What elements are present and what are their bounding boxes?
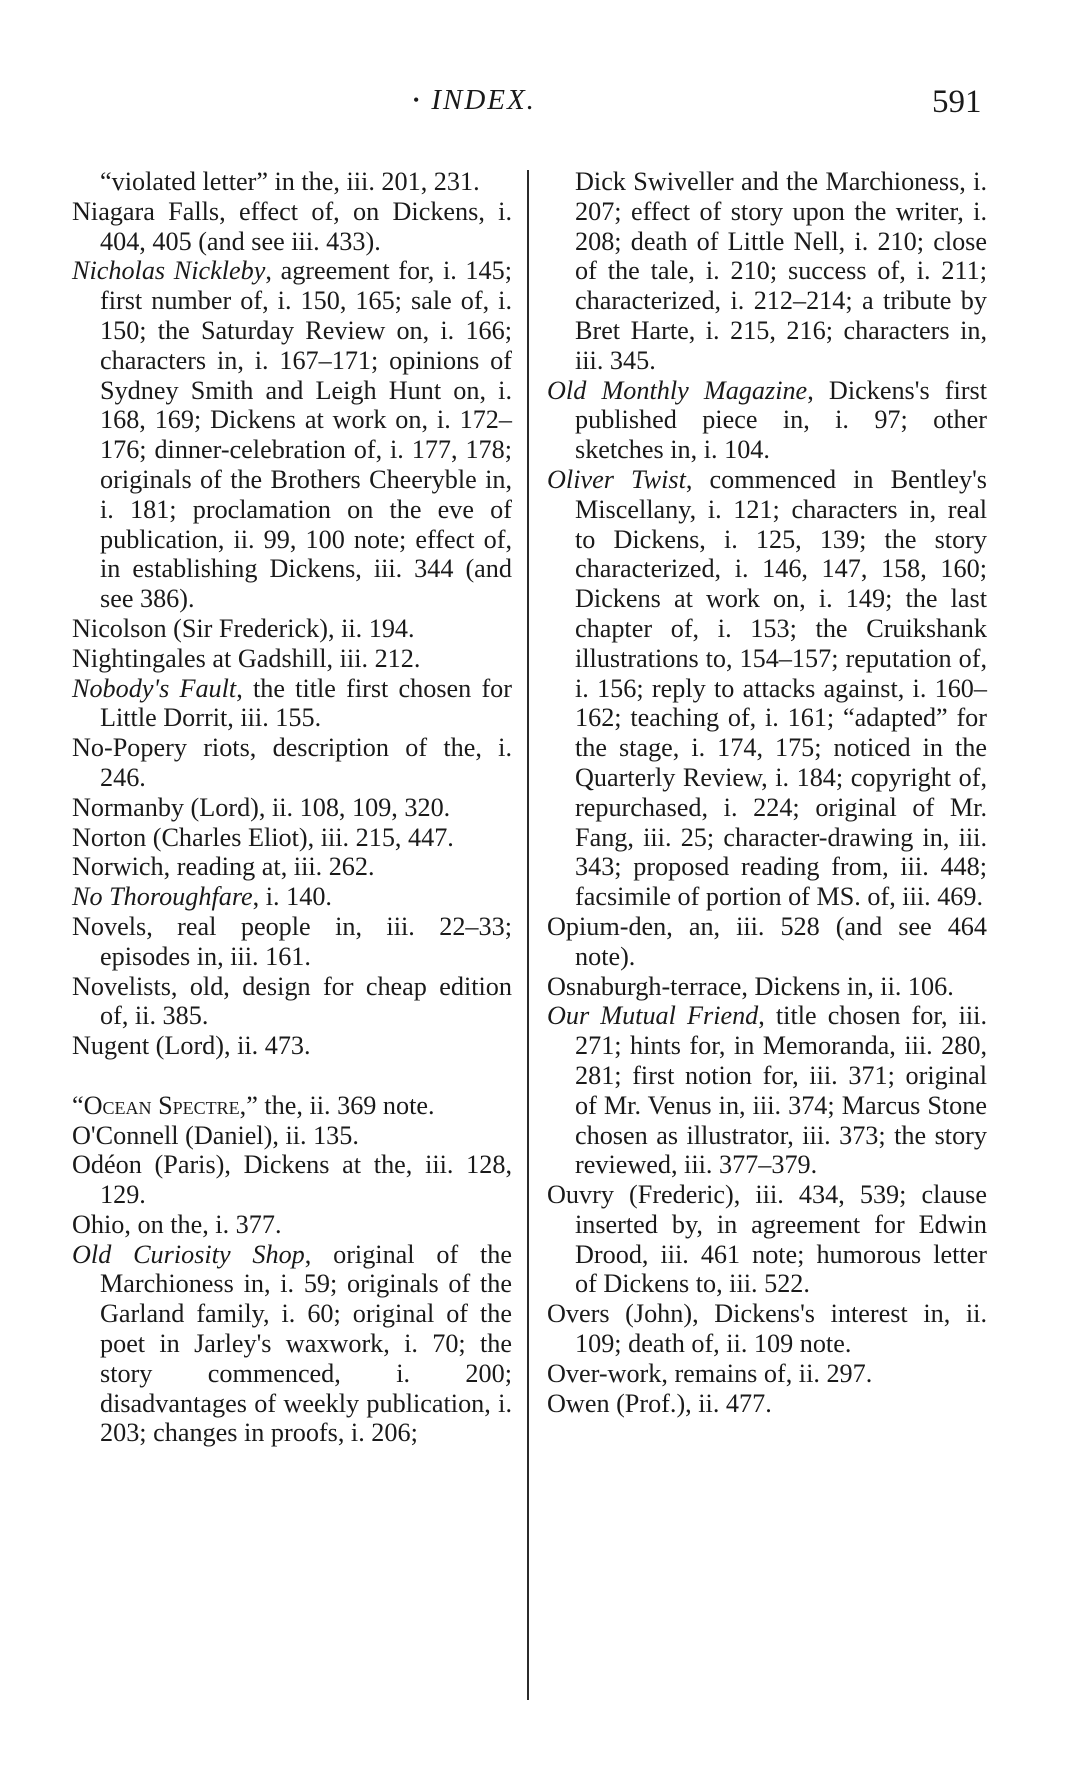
- index-entry: [72, 882, 512, 912]
- page-number: 591: [932, 84, 982, 120]
- entry-heading: Our Mutual Friend: [547, 1001, 759, 1031]
- entry-heading: Old Curiosity Shop: [72, 1239, 305, 1269]
- entry-text: , title chosen for, iii. 271; hints for, in Memoranda, iii. 280, 281; first notion for, iii. 371; original of Mr. Venus in, iii. 374; Marcus Stone chosen as illustrator, iii. 373; the story reviewed, iii. 377–379.: [575, 1001, 987, 1180]
- entry-text: Osnaburgh-terrace, Dickens in, ii. 106.: [547, 971, 954, 1001]
- index-entry: [72, 256, 512, 614]
- index-entry: [72, 197, 512, 257]
- entry-text: Odéon (Paris), Dickens at the, iii. 128, 129.: [72, 1150, 512, 1210]
- entry-text: , commenced in Bentley's Miscellany, i. 121; characters in, real to Dickens, i. 125, 139; the story characterized, i. 146, 147, 158, 160; Dickens at work on, i. 149; the last chapter of, i. 153; the Cruikshank illustrations to, 154–157; reputation of, i. 156; reply to attacks against, i. 160–162; teaching of, i. 161; “adapted” for the stage, i. 174, 175; noticed in the Quarterly Review, i. 184; copyright of, repurchased, i. 224; original of Mr. Fang, iii. 25; character-drawing in, iii. 343; proposed reading from, iii. 448; facsimile of portion of MS. of, iii. 469.: [575, 464, 988, 912]
- entry-text: Novelists, old, design for cheap edition of, ii. 385.: [72, 971, 512, 1031]
- entry-heading: Old Monthly Magazine: [547, 375, 808, 405]
- page-header: [0, 78, 1090, 128]
- index-entry: [72, 644, 512, 674]
- index-entry: [72, 823, 512, 853]
- index-entry: [547, 912, 987, 972]
- index-entry: [547, 1389, 987, 1419]
- entry-text: Nightingales at Gadshill, iii. 212.: [72, 643, 421, 673]
- index-entry: [72, 1210, 512, 1240]
- entry-text: Over-work, remains of, ii. 297.: [547, 1358, 873, 1388]
- index-entry: [547, 1299, 987, 1359]
- index-entry: [72, 674, 512, 734]
- page-title: • INDEX.: [413, 84, 536, 117]
- entry-text: , Dickens's first published piece in, i. 97; other sketches in, i. 104.: [575, 375, 987, 465]
- index-entry: [547, 972, 987, 1002]
- index-entry: [547, 1180, 987, 1299]
- index-entry: [72, 852, 512, 882]
- index-entry: [72, 972, 512, 1032]
- entry-text: Novels, real people in, iii. 22–33; episodes in, iii. 161.: [72, 911, 512, 971]
- entry-text: , original of the Marchioness in, i. 59; originals of the Garland family, i. 60; original of the poet in Jarley's waxwork, i. 70; the story commenced, i. 200; disadvantages of weekly publication, i. 203; changes in proofs, i. 206;: [100, 1239, 512, 1448]
- entry-text: Nugent (Lord), ii. 473.: [72, 1031, 311, 1061]
- entry-heading: Oliver Twist: [547, 464, 686, 494]
- index-entry: [547, 1359, 987, 1389]
- index-column-left: [72, 167, 512, 1448]
- section-gap: [72, 1061, 512, 1091]
- entry-heading: “Ocean Spectre,”: [72, 1090, 258, 1120]
- entry-text: Overs (John), Dickens's interest in, ii. 109; death of, ii. 109 note.: [547, 1299, 987, 1359]
- index-entry: [72, 793, 512, 823]
- index-entry-continuation: “violated letter” in the, iii. 201, 231.: [100, 167, 480, 196]
- index-entry: [547, 376, 987, 465]
- entry-text: , agreement for, i. 145; first number of, i. 150, 165; sale of, i. 150; the Saturday Review on, i. 166; characters in, i. 167–171; opinions of Sydney Smith and Leigh Hunt on, i. 168, 169; Dickens at work on, i. 172–176; dinner-celebration of, i. 177, 178; originals of the Brothers Cheeryble in, i. 181; proclamation on the eve of publication, ii. 99, 100 note; effect of, in establishing Dickens, iii. 344 (and see 386).: [100, 256, 512, 614]
- index-entry: [547, 1001, 987, 1180]
- index-entry: [72, 1240, 512, 1449]
- index-entry-continuation: Dick Swiveller and the Marchioness, i. 207; effect of story upon the writer, i. 208; death of Little Nell, i. 210; close of the tale, i. 210; success of, i. 211; characterized, i. 212–214; a tribute by Bret Harte, i. 215, 216; characters in, iii. 345.: [575, 167, 987, 375]
- index-column-right: [547, 167, 987, 1418]
- entry-text: Norton (Charles Eliot), iii. 215, 447.: [72, 822, 454, 852]
- index-entry: [547, 465, 987, 912]
- entry-text: Ouvry (Frederic), iii. 434, 539; clause inserted by, in agreement for Edwin Drood, iii. 461 note; humorous letter of Dickens to, iii. 522.: [547, 1180, 987, 1299]
- index-entry: [72, 1150, 512, 1210]
- index-entry: [72, 1031, 512, 1061]
- entry-text: Ohio, on the, i. 377.: [72, 1209, 282, 1239]
- entry-text: Opium-den, an, iii. 528 (and see 464 note).: [547, 911, 987, 971]
- entry-heading: Nobody's Fault: [72, 673, 237, 703]
- entry-heading: Nicholas Nickleby: [72, 256, 266, 286]
- entry-text: Owen (Prof.), ii. 477.: [547, 1388, 772, 1418]
- entry-text: O'Connell (Daniel), ii. 135.: [72, 1120, 359, 1150]
- index-entry: [72, 1121, 512, 1151]
- entry-text: Niagara Falls, effect of, on Dickens, i. 404, 405 (and see iii. 433).: [72, 196, 512, 256]
- index-entry: [72, 912, 512, 972]
- entry-text: , i. 140.: [252, 882, 332, 912]
- entry-text: Normanby (Lord), ii. 108, 109, 320.: [72, 792, 451, 822]
- index-entry: [72, 1091, 512, 1121]
- entry-heading: No Thoroughfare: [72, 882, 253, 912]
- column-divider: [527, 170, 529, 1700]
- entry-text: , the title first chosen for Little Dorrit, iii. 155.: [100, 673, 512, 733]
- index-entry: [72, 733, 512, 793]
- entry-text: Norwich, reading at, iii. 262.: [72, 852, 375, 882]
- entry-text: the, ii. 369 note.: [257, 1090, 435, 1120]
- index-entry: [72, 614, 512, 644]
- entry-text: No-Popery riots, description of the, i. 246.: [72, 733, 512, 792]
- entry-text: Nicolson (Sir Frederick), ii. 194.: [72, 613, 415, 643]
